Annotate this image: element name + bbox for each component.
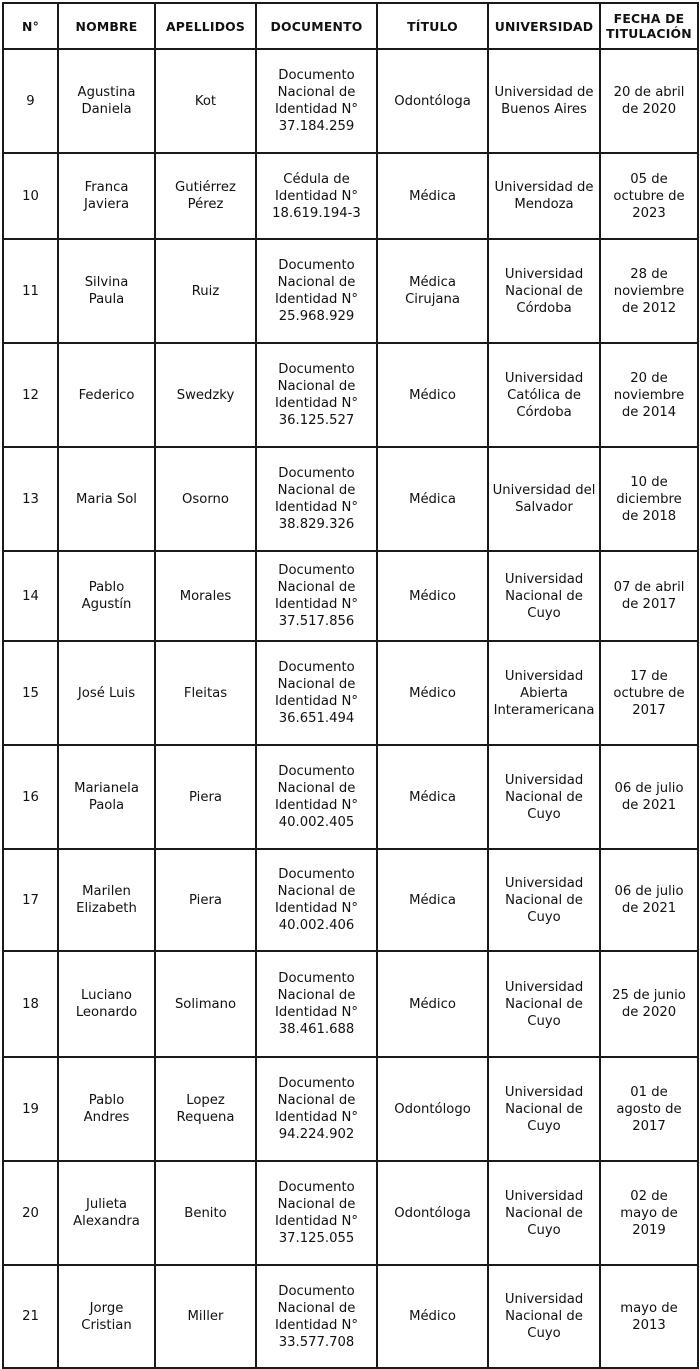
cell-universidad: Universidad Nacional de Cuyo	[488, 745, 600, 849]
cell-nombre: Pablo Andres	[58, 1057, 155, 1161]
cell-nombre: Marilen Elizabeth	[58, 849, 155, 951]
cell-num: 11	[3, 239, 58, 343]
cell-apellidos: Osorno	[155, 447, 256, 551]
cell-apellidos: Lopez Requena	[155, 1057, 256, 1161]
cell-fecha: 28 de noviembre de 2012	[600, 239, 698, 343]
cell-fecha: 20 de abril de 2020	[600, 49, 698, 153]
cell-num: 13	[3, 447, 58, 551]
cell-documento: Documento Nacional de Identidad N° 25.968.929	[256, 239, 377, 343]
col-header-num: N°	[3, 3, 58, 49]
table-row	[3, 49, 698, 153]
col-header-nombre: NOMBRE	[58, 3, 155, 49]
cell-nombre: Luciano Leonardo	[58, 951, 155, 1057]
cell-num: 20	[3, 1161, 58, 1265]
cell-universidad: Universidad Nacional de Córdoba	[488, 239, 600, 343]
cell-fecha: 20 de noviembre de 2014	[600, 343, 698, 447]
table-row	[3, 1161, 698, 1265]
cell-fecha: 10 de diciembre de 2018	[600, 447, 698, 551]
table-row	[3, 551, 698, 641]
cell-universidad: Universidad Nacional de Cuyo	[488, 551, 600, 641]
registry-table	[2, 2, 699, 1369]
cell-documento: Cédula de Identidad N° 18.619.194-3	[256, 153, 377, 239]
cell-apellidos: Benito	[155, 1161, 256, 1265]
col-header-universidad: UNIVERSIDAD	[488, 3, 600, 49]
cell-num: 15	[3, 641, 58, 745]
cell-documento: Documento Nacional de Identidad N° 94.224.902	[256, 1057, 377, 1161]
cell-titulo: Médica Cirujana	[377, 239, 488, 343]
table-row	[3, 343, 698, 447]
table-row	[3, 641, 698, 745]
cell-fecha: 06 de julio de 2021	[600, 745, 698, 849]
cell-universidad: Universidad Nacional de Cuyo	[488, 951, 600, 1057]
cell-num: 9	[3, 49, 58, 153]
cell-fecha: 02 de mayo de 2019	[600, 1161, 698, 1265]
cell-apellidos: Fleitas	[155, 641, 256, 745]
cell-universidad: Universidad Abierta Interamericana	[488, 641, 600, 745]
cell-apellidos: Solimano	[155, 951, 256, 1057]
cell-documento: Documento Nacional de Identidad N° 37.517.856	[256, 551, 377, 641]
cell-documento: Documento Nacional de Identidad N° 37.125.055	[256, 1161, 377, 1265]
cell-fecha: 07 de abril de 2017	[600, 551, 698, 641]
cell-fecha: 05 de octubre de 2023	[600, 153, 698, 239]
cell-nombre: Silvina Paula	[58, 239, 155, 343]
cell-apellidos: Miller	[155, 1265, 256, 1368]
cell-documento: Documento Nacional de Identidad N° 36.651.494	[256, 641, 377, 745]
cell-universidad: Universidad de Mendoza	[488, 153, 600, 239]
cell-universidad: Universidad del Salvador	[488, 447, 600, 551]
cell-apellidos: Kot	[155, 49, 256, 153]
col-header-titulo: TÍTULO	[377, 3, 488, 49]
cell-fecha: 01 de agosto de 2017	[600, 1057, 698, 1161]
table-row	[3, 951, 698, 1057]
cell-titulo: Médico	[377, 343, 488, 447]
cell-apellidos: Morales	[155, 551, 256, 641]
cell-universidad: Universidad Nacional de Cuyo	[488, 1057, 600, 1161]
cell-apellidos: Piera	[155, 849, 256, 951]
cell-num: 10	[3, 153, 58, 239]
cell-universidad: Universidad de Buenos Aires	[488, 49, 600, 153]
cell-documento: Documento Nacional de Identidad N° 36.125.527	[256, 343, 377, 447]
cell-num: 16	[3, 745, 58, 849]
cell-universidad: Universidad Católica de Córdoba	[488, 343, 600, 447]
cell-documento: Documento Nacional de Identidad N° 38.461.688	[256, 951, 377, 1057]
cell-titulo: Médico	[377, 551, 488, 641]
table-row	[3, 1057, 698, 1161]
cell-universidad: Universidad Nacional de Cuyo	[488, 1161, 600, 1265]
cell-titulo: Médico	[377, 951, 488, 1057]
cell-titulo: Odontólogo	[377, 1057, 488, 1161]
table-row	[3, 239, 698, 343]
cell-universidad: Universidad Nacional de Cuyo	[488, 1265, 600, 1368]
cell-nombre: Marianela Paola	[58, 745, 155, 849]
table-row	[3, 849, 698, 951]
cell-apellidos: Piera	[155, 745, 256, 849]
table-row	[3, 745, 698, 849]
table-row	[3, 1265, 698, 1368]
cell-num: 21	[3, 1265, 58, 1368]
cell-documento: Documento Nacional de Identidad N° 33.577.708	[256, 1265, 377, 1368]
cell-apellidos: Gutiérrez Pérez	[155, 153, 256, 239]
cell-nombre: Maria Sol	[58, 447, 155, 551]
col-header-apellidos: APELLIDOS	[155, 3, 256, 49]
cell-documento: Documento Nacional de Identidad N° 37.184.259	[256, 49, 377, 153]
table-row	[3, 153, 698, 239]
cell-universidad: Universidad Nacional de Cuyo	[488, 849, 600, 951]
cell-titulo: Odontóloga	[377, 49, 488, 153]
cell-fecha: mayo de 2013	[600, 1265, 698, 1368]
cell-titulo: Odontóloga	[377, 1161, 488, 1265]
cell-num: 17	[3, 849, 58, 951]
cell-nombre: Julieta Alexandra	[58, 1161, 155, 1265]
cell-num: 12	[3, 343, 58, 447]
cell-nombre: Federico	[58, 343, 155, 447]
cell-titulo: Médica	[377, 849, 488, 951]
cell-fecha: 25 de junio de 2020	[600, 951, 698, 1057]
cell-titulo: Médica	[377, 153, 488, 239]
cell-documento: Documento Nacional de Identidad N° 40.002.405	[256, 745, 377, 849]
cell-titulo: Médico	[377, 1265, 488, 1368]
cell-fecha: 17 de octubre de 2017	[600, 641, 698, 745]
cell-nombre: Jorge Cristian	[58, 1265, 155, 1368]
cell-apellidos: Ruiz	[155, 239, 256, 343]
cell-documento: Documento Nacional de Identidad N° 40.002.406	[256, 849, 377, 951]
cell-nombre: Pablo Agustín	[58, 551, 155, 641]
header-row	[3, 3, 698, 49]
cell-nombre: Agustina Daniela	[58, 49, 155, 153]
cell-apellidos: Swedzky	[155, 343, 256, 447]
cell-titulo: Médica	[377, 447, 488, 551]
cell-num: 18	[3, 951, 58, 1057]
cell-num: 19	[3, 1057, 58, 1161]
cell-documento: Documento Nacional de Identidad N° 38.829.326	[256, 447, 377, 551]
cell-titulo: Médica	[377, 745, 488, 849]
table-row	[3, 447, 698, 551]
col-header-fecha: FECHA DE TITULACIÓN	[600, 3, 698, 49]
cell-nombre: José Luis	[58, 641, 155, 745]
cell-fecha: 06 de julio de 2021	[600, 849, 698, 951]
cell-titulo: Médico	[377, 641, 488, 745]
cell-num: 14	[3, 551, 58, 641]
cell-nombre: Franca Javiera	[58, 153, 155, 239]
col-header-documento: DOCUMENTO	[256, 3, 377, 49]
